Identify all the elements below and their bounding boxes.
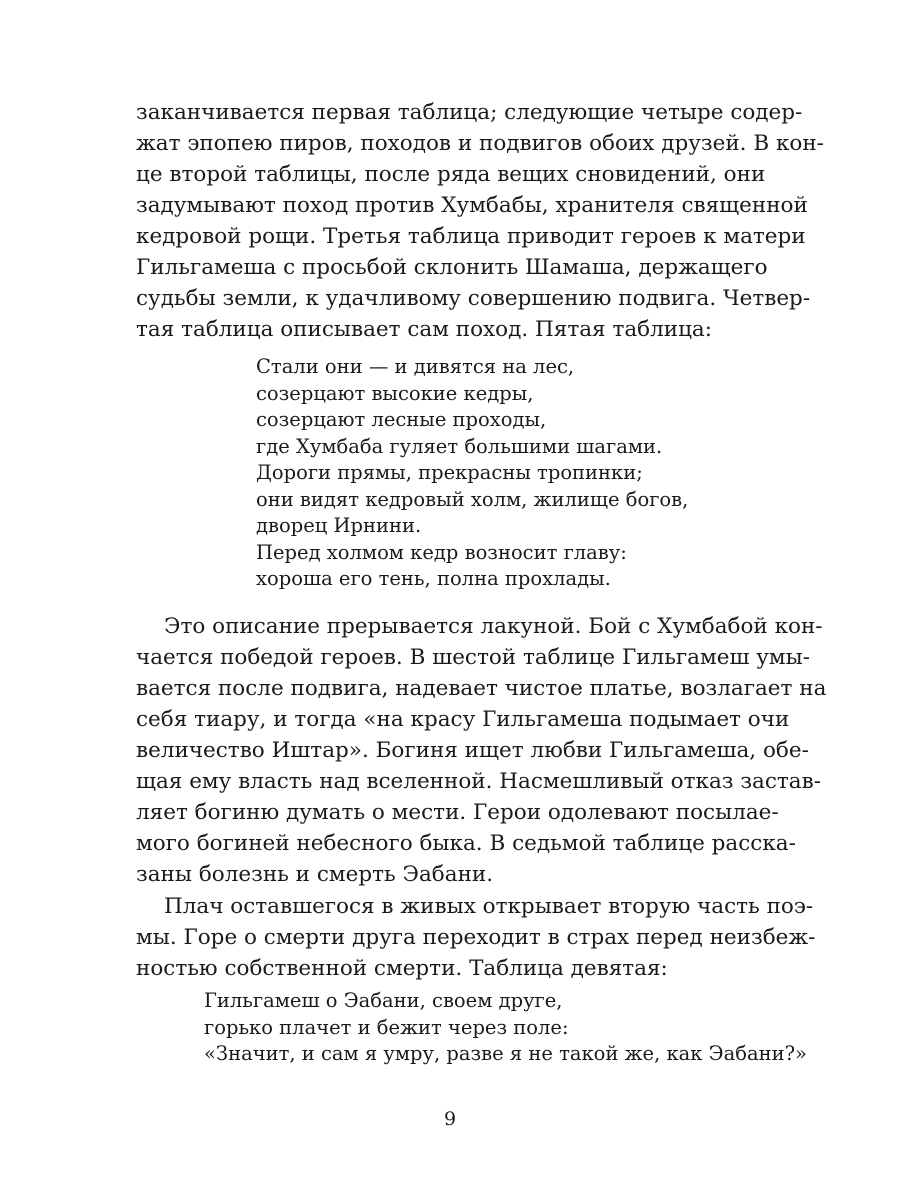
text-line: тая таблица описывает сам поход. Пятая таблица:	[136, 317, 712, 342]
text-line: себя тиару, и тогда «на красу Гильгамеша подымает очи	[136, 707, 790, 732]
verse-line: созерцают лесные проходы,	[256, 408, 547, 431]
text-line: Это описание прерывается лакуной. Бой с Хумбабой кон-	[164, 614, 823, 639]
paragraph-2	[136, 611, 827, 890]
text-line: кедровой рощи. Третья таблица приводит героев к матери	[136, 224, 806, 249]
verse-line: Гильгамеш о Эабани, своем друге,	[204, 989, 563, 1012]
verse-quote-2	[204, 988, 807, 1068]
text-line: мого богиней небесного быка. В седьмой таблице расска-	[136, 831, 796, 856]
verse-line: хороша его тень, полна прохлады.	[256, 567, 611, 590]
verse-line: Перед холмом кедр возносит главу:	[256, 540, 627, 564]
text-line: заканчивается первая таблица; следующие четыре содер-	[136, 100, 803, 125]
text-line: Гильгамеша с просьбой склонить Шамаша, держащего	[136, 255, 768, 280]
verse-line: Дороги прямы, прекрасны тропинки;	[256, 461, 643, 484]
verse-line: они видят кедровый холм, жилище богов,	[256, 487, 689, 511]
text-line: задумывают поход против Хумбабы, хранителя священной	[136, 193, 808, 218]
text-line: величество Иштар». Богиня ищет любви Гильгамеша, обе-	[136, 738, 809, 763]
paragraph-1	[136, 97, 824, 345]
verse-line: где Хумбаба гуляет большими шагами.	[256, 434, 663, 458]
verse-line: созерцают высокие кедры,	[256, 381, 534, 405]
text-line: це второй таблицы, после ряда вещих сновидений, они	[136, 162, 766, 187]
text-line: ностью собственной смерти. Таблица девятая:	[136, 956, 668, 981]
verse-line: Стали они — и дивятся на лес,	[256, 355, 575, 378]
verse-line: горько плачет и бежит через поле:	[204, 1015, 569, 1039]
text-line: щая ему власть над вселенной. Насмешливый отказ застав-	[136, 769, 821, 794]
paragraph-3	[136, 891, 816, 984]
verse-line: дворец Ирнини.	[256, 514, 422, 537]
text-line: вается после подвига, надевает чистое платье, возлагает на	[136, 676, 827, 701]
verse-line: «Значит, и сам я умру, разве я не такой же, как Эабани?»	[204, 1042, 807, 1065]
verse-quote-1	[256, 354, 688, 593]
text-line: чается победой героев. В шестой таблице Гильгамеш умы-	[136, 645, 811, 670]
text-line: жат эпопею пиров, походов и подвигов обоих друзей. В кон-	[136, 131, 824, 156]
text-line: мы. Горе о смерти друга переходит в страх перед неизбеж-	[136, 925, 816, 950]
text-line: заны болезнь и смерть Эабани.	[136, 862, 494, 887]
text-line: ляет богиню думать о мести. Герои одолевают посылае-	[136, 800, 779, 825]
text-line: судьбы земли, к удачливому совершению подвига. Четвер-	[136, 286, 811, 311]
text-line: Плач оставшегося в живых открывает вторую часть поэ-	[164, 894, 814, 919]
page-number: 9	[443, 1108, 457, 1130]
